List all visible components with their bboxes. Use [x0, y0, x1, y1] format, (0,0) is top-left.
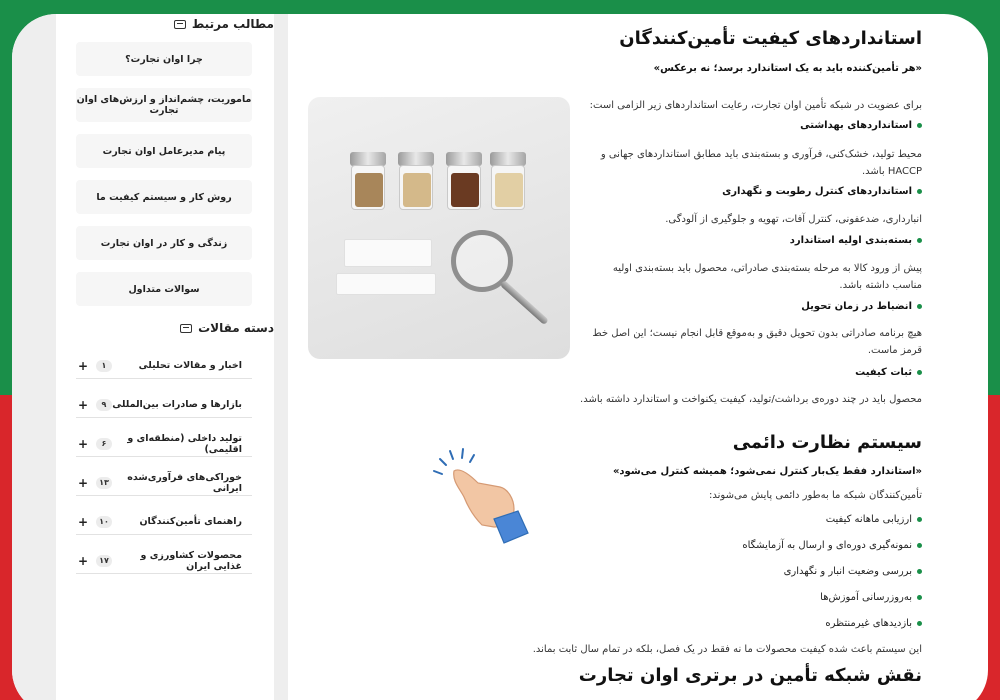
bullet-dot-icon	[917, 621, 922, 626]
bullet-dot-icon	[917, 189, 922, 194]
jar-dates-image	[446, 152, 482, 212]
category-label: راهنمای تأمین‌کنندگان	[139, 516, 242, 527]
category-label: اخبار و مقالات تحلیلی	[138, 360, 242, 371]
standard-item-text: محیط تولید، خشک‌کنی، فرآوری و بسته‌بندی باید مطابق استانداردهای جهانی و HACCP باشد.	[600, 149, 922, 177]
column-divider	[274, 14, 288, 700]
category-count-badge: ۱	[96, 360, 112, 372]
business-card-image	[344, 239, 432, 267]
list-icon	[180, 324, 192, 333]
related-post-link[interactable]: چرا اوان تجارت؟	[76, 42, 252, 76]
monitoring-item: بررسی وضعیت انبار و نگهداری	[784, 566, 922, 577]
bullet-dot-icon	[917, 304, 922, 309]
standard-item-title: استانداردهای بهداشتی	[800, 120, 922, 131]
bullet-dot-icon	[917, 370, 922, 375]
monitoring-item: نمونه‌گیری دوره‌ای و ارسال به آزمایشگاه	[742, 540, 922, 551]
section-heading: نقش شبکه تأمین در برتری اوان تجارت	[578, 665, 922, 686]
bullet-dot-icon	[917, 517, 922, 522]
expand-plus-icon[interactable]: +	[77, 514, 89, 529]
bullet-dot-icon	[917, 569, 922, 574]
list-icon	[174, 20, 186, 29]
pointing-hand-icon	[430, 447, 540, 547]
category-item[interactable]	[76, 548, 252, 574]
category-item[interactable]	[76, 353, 252, 379]
related-post-link[interactable]: روش کار و سیستم کیفیت ما	[76, 180, 252, 214]
section-heading: استانداردهای کیفیت تأمین‌کنندگان	[619, 28, 922, 49]
standard-item-text: محصول باید در چند دوره‌ی برداشت/تولید، کیفیت یکنواخت و استاندارد داشته باشد.	[580, 394, 922, 405]
monitoring-outro-text: این سیستم باعث شده کیفیت محصولات ما نه فقط در یک فصل، بلکه در تمام سال ثابت بماند.	[532, 644, 922, 655]
categories-title-text: دسته مقالات	[198, 321, 274, 335]
jar-cashew-image	[490, 152, 526, 212]
standard-item-title: استانداردهای کنترل رطوبت و نگهداری	[722, 186, 922, 197]
sidebar	[56, 14, 274, 700]
category-label: محصولات کشاورزی و غذایی ایران	[140, 549, 242, 572]
standard-item-text: انبارداری، ضدعفونی، کنترل آفات، تهویه و جلوگیری از آلودگی.	[665, 214, 922, 225]
category-label: بازارها و صادرات بین‌المللی	[112, 399, 242, 410]
standard-item-title: انضباط در زمان تحویل	[801, 301, 922, 312]
related-post-link[interactable]: پیام مدیرعامل اوان تجارت	[76, 134, 252, 168]
jar-nuts-image	[398, 152, 434, 212]
magnifier-handle-image	[500, 280, 549, 325]
business-card-image	[336, 273, 436, 295]
category-item[interactable]	[76, 470, 252, 496]
bullet-dot-icon	[917, 595, 922, 600]
jar-pistachio-image	[350, 152, 386, 212]
section-heading: سیستم نظارت دائمی	[732, 432, 922, 453]
article-content	[288, 14, 988, 700]
related-post-link[interactable]: زندگی و کار در اوان تجارت	[76, 226, 252, 260]
bullet-dot-icon	[917, 123, 922, 128]
categories-title	[56, 318, 274, 338]
related-posts-title-text: مطالب مرتبط	[191, 17, 274, 31]
related-post-link[interactable]: سوالات متداول	[76, 272, 252, 306]
expand-plus-icon[interactable]: +	[77, 436, 89, 451]
category-item[interactable]	[76, 431, 252, 457]
product-photo	[308, 97, 570, 359]
standard-item-title: ثبات کیفیت	[855, 367, 922, 378]
category-count-badge: ۱۷	[96, 555, 112, 567]
expand-plus-icon[interactable]: +	[77, 475, 89, 490]
section-quote: «هر تأمین‌کننده باید به یک استاندارد برسد؛ نه برعکس»	[653, 63, 922, 74]
section-quote: «استاندارد فقط یک‌بار کنترل نمی‌شود؛ همیشه کنترل می‌شود»	[612, 466, 922, 477]
left-gutter	[12, 14, 56, 700]
bullet-dot-icon	[917, 543, 922, 548]
page-frame	[12, 14, 988, 700]
category-item[interactable]	[76, 509, 252, 535]
expand-plus-icon[interactable]: +	[77, 358, 89, 373]
monitoring-item: ارزیابی ماهانه کیفیت	[826, 514, 922, 525]
category-count-badge: ۹	[96, 399, 112, 411]
category-label: تولید داخلی (منطقه‌ای و اقلیمی)	[127, 432, 242, 455]
standard-item-text: هیچ برنامه صادراتی بدون تحویل دقیق و به‌موقع قابل انجام نیست؛ این اصل خط قرمز ماست.	[592, 328, 922, 356]
category-count-badge: ۶	[96, 438, 112, 450]
bullet-dot-icon	[917, 238, 922, 243]
related-post-link[interactable]: ماموریت، چشم‌انداز و ارزش‌های اوان تجارت	[76, 88, 252, 122]
related-posts-title	[56, 14, 274, 34]
category-count-badge: ۱۰	[96, 516, 112, 528]
monitoring-intro-text: تأمین‌کنندگان شبکه ما به‌طور دائمی پایش می‌شوند:	[709, 490, 922, 501]
monitoring-item: به‌روزرسانی آموزش‌ها	[820, 592, 922, 603]
category-item[interactable]	[76, 392, 252, 418]
monitoring-item: بازدیدهای غیرمنتظره	[825, 618, 922, 629]
category-label: خوراکی‌های فرآوری‌شده ایرانی	[127, 471, 242, 494]
expand-plus-icon[interactable]: +	[77, 553, 89, 568]
standard-item-title: بسته‌بندی اولیه استاندارد	[790, 235, 922, 246]
intro-text: برای عضویت در شبکه تأمین اوان تجارت، رعایت استانداردهای زیر الزامی است:	[589, 100, 922, 111]
expand-plus-icon[interactable]: +	[77, 397, 89, 412]
standard-item-text: پیش از ورود کالا به مرحله بسته‌بندی صادراتی، محصول باید بسته‌بندی اولیه مناسب داشته باشد.	[612, 263, 922, 291]
category-count-badge: ۱۳	[96, 477, 112, 489]
